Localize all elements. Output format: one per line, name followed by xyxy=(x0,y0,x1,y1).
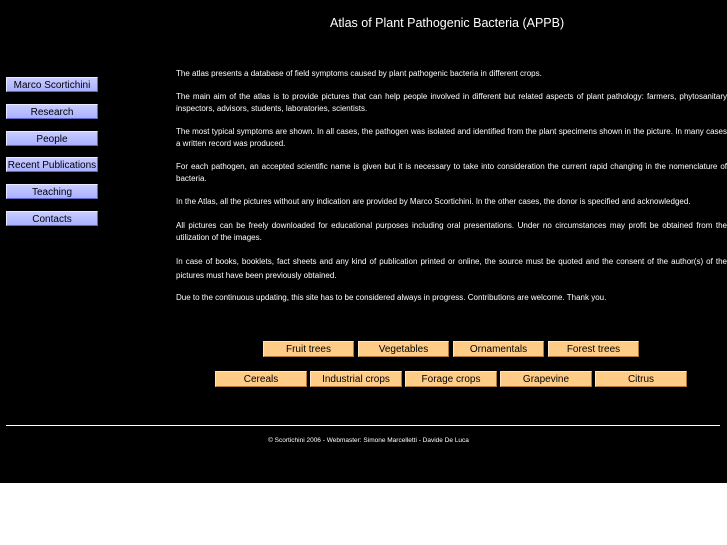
nav-button-teaching[interactable]: Teaching xyxy=(6,184,98,199)
intro-paragraph: In case of books, booklets, fact sheets and any kind of publication printed or online, the source must be quoted and the consent of the author(s) of the pictures must have been previously obtained. xyxy=(176,257,727,280)
intro-paragraph: Due to the continuous updating, this site has to be considered always in progress. Contributions are welcome. Thank you. xyxy=(176,293,607,302)
page-title: Atlas of Plant Pathogenic Bacteria (APPB) xyxy=(330,16,565,30)
footer-credits: © Scortichini 2006 - Webmaster: Simone Marcelletti - Davide De Luca xyxy=(268,437,469,444)
nav-button-research[interactable]: Research xyxy=(6,104,98,119)
intro-paragraph: In the Atlas, all the pictures without any indication are provided by Marco Scortichini. In the other cases, the donor is specified and acknowledged. xyxy=(176,197,691,206)
category-button-forest-trees[interactable]: Forest trees xyxy=(548,341,639,357)
category-button-forage-crops[interactable]: Forage crops xyxy=(405,371,497,387)
category-button-grapevine[interactable]: Grapevine xyxy=(500,371,592,387)
category-button-ornamentals[interactable]: Ornamentals xyxy=(453,341,544,357)
intro-paragraph: For each pathogen, an accepted scientific name is given but it is necessary to take into consideration the current rapid changing in the nomenclature of bacteria. xyxy=(176,162,727,183)
nav-button-marco-scortichini[interactable]: Marco Scortichini xyxy=(6,77,98,92)
intro-paragraph: The most typical symptoms are shown. In all cases, the pathogen was isolated and identified from the plant specimens shown in the picture. In many cases a written record was produced. xyxy=(176,127,727,148)
intro-paragraph: The main aim of the atlas is to provide pictures that can help people involved in different but related aspects of plant pathology: farmers, phytosanitary inspectors, advisors, students, laboratories, scientists. xyxy=(176,92,727,113)
category-button-fruit-trees[interactable]: Fruit trees xyxy=(263,341,354,357)
category-button-vegetables[interactable]: Vegetables xyxy=(358,341,449,357)
category-button-cereals[interactable]: Cereals xyxy=(215,371,307,387)
nav-button-contacts[interactable]: Contacts xyxy=(6,211,98,226)
category-button-citrus[interactable]: Citrus xyxy=(595,371,687,387)
intro-paragraph: The atlas presents a database of field symptoms caused by plant pathogenic bacteria in different crops. xyxy=(176,69,542,78)
nav-button-people[interactable]: People xyxy=(6,131,98,146)
nav-button-recent-publications[interactable]: Recent Publications xyxy=(6,157,98,172)
footer-divider xyxy=(6,425,720,426)
intro-paragraph: All pictures can be freely downloaded for educational purposes including oral presentations. Under no circumstances may profit be obtained from the utilization of the images. xyxy=(176,221,727,242)
category-button-industrial-crops[interactable]: Industrial crops xyxy=(310,371,402,387)
